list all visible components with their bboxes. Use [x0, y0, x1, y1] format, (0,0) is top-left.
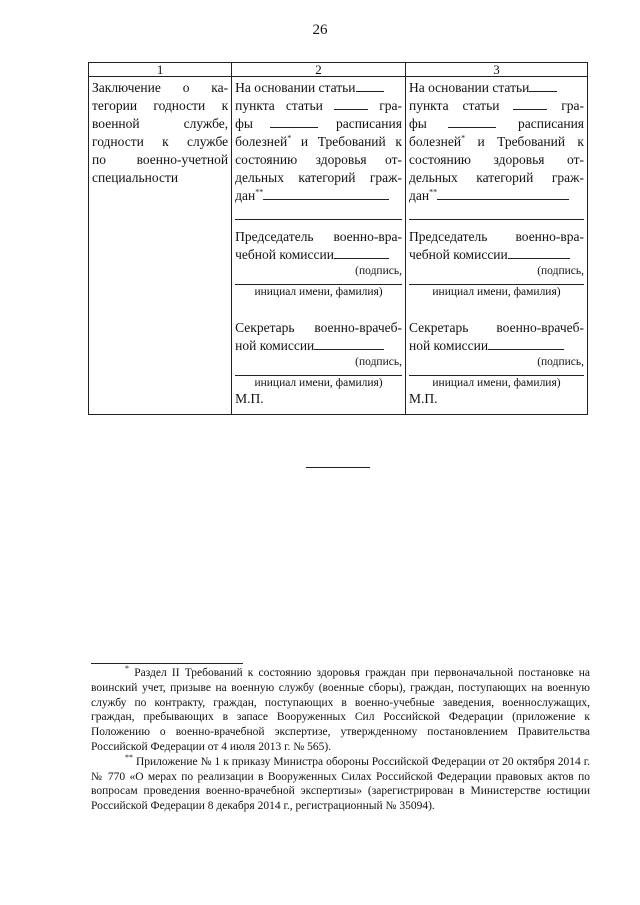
conclusion-label-cell	[89, 77, 232, 415]
basis-line: состоянию здоровья от-	[408, 152, 584, 167]
stamp-label: М.П.	[408, 391, 438, 406]
article-blank[interactable]	[529, 79, 557, 92]
paragraph-blank[interactable]	[334, 97, 368, 110]
column-blank[interactable]	[448, 115, 496, 128]
chairman-title: Председатель военно-вра-	[408, 229, 584, 244]
basis-line: На основании статьи	[235, 79, 402, 97]
conclusion-label-line: по военно-учетной	[92, 152, 229, 167]
secretary-name-blank[interactable]	[409, 369, 584, 376]
table-header-row	[89, 63, 588, 77]
basis-line: фы расписания	[408, 116, 585, 131]
basis-line: пункта статьи гра-	[408, 98, 584, 113]
page-number: 26	[312, 22, 328, 38]
initials-caption: инициал имени, фамилия)	[254, 286, 383, 298]
initials-caption: инициал имени, фамилия)	[254, 377, 383, 389]
column-header-2: 2	[232, 63, 406, 77]
conclusion-label-line: тегории годности к	[92, 98, 229, 113]
conclusion-label-line: специальности	[92, 170, 179, 185]
chairman-signature-blank[interactable]	[334, 246, 389, 259]
basis-line: дельных категорий граж-	[235, 170, 402, 185]
conclusion-blank-line[interactable]	[235, 205, 402, 220]
conclusion-blank[interactable]	[437, 187, 569, 200]
signature-caption: (подпись,	[355, 356, 402, 368]
secretary-title: Секретарь военно-врачеб-	[408, 320, 584, 335]
chairman-title: Председатель военно-вра-	[235, 229, 402, 244]
chairman-line: чебной комиссии	[235, 246, 402, 264]
footnote-1: * Раздел II Требований к состоянию здоровья граждан при первоначальной постановке на воинский учет, призыве на военную службу (военные сборы), граждан, поступающих на военную службу по контракту, граждан, поступающих в военно-учебные заведения, военнослужащих, граждан, пребывающих в запасе Вооруженных Сил Российской Федерации (приложение к Положению о военно-врачебной экспертизе, утвержденному постановлением Правительства Российской Федерации от 4 июля 2013 г. № 565).	[91, 664, 591, 753]
initials-caption: инициал имени, фамилия)	[432, 377, 561, 389]
secretary-title: Секретарь военно-врачеб-	[235, 320, 402, 335]
footnote-mark: **	[255, 187, 264, 197]
signature-caption: (подпись,	[537, 265, 584, 277]
secretary-name-blank[interactable]	[235, 369, 402, 376]
commission-column-2	[232, 77, 406, 415]
paragraph-blank[interactable]	[513, 97, 547, 110]
signature-caption: (подпись,	[537, 356, 584, 368]
footnote-mark: *	[461, 133, 466, 143]
initials-caption: инициал имени, фамилия)	[432, 286, 561, 298]
secretary-signature-blank[interactable]	[488, 337, 564, 350]
basis-line: дан**	[409, 187, 584, 205]
stamp-label: М.П.	[235, 391, 264, 406]
conclusion-label-line: годности к службе	[92, 134, 229, 149]
secretary-line: ной комиссии	[235, 337, 402, 355]
footnote-separator	[91, 663, 243, 664]
conclusion-label-line: Заключение о ка-	[92, 80, 229, 95]
column-header-3: 3	[405, 63, 587, 77]
basis-line: На основании статьи	[409, 79, 584, 97]
basis-line: болезней* и Требований к	[235, 133, 402, 149]
footnote-mark: **	[429, 187, 438, 197]
secretary-line: ной комиссии	[409, 337, 584, 355]
section-divider	[306, 467, 370, 468]
basis-line: пункта статьи гра-	[235, 98, 402, 113]
column-header-1: 1	[89, 63, 232, 77]
conclusion-label-line: военной службе,	[92, 116, 229, 131]
footnotes	[91, 666, 590, 814]
article-blank[interactable]	[356, 79, 384, 92]
footnote-2: ** Приложение № 1 к приказу Министра обороны Российской Федерации от 20 октября 2014 г. № 770 «О мерах по реализации в Вооруженных Силах Российской Федерации правовых актов по вопросам проведения военно-врачебной экспертизы» (зарегистрирован в Министерстве юстиции Российской Федерации 8 декабря 2014 г., регистрационный № 35094).	[91, 752, 590, 813]
footnote-mark: *	[287, 133, 292, 143]
chairman-signature-blank[interactable]	[508, 246, 570, 259]
footnote-mark: **	[125, 752, 133, 762]
column-blank[interactable]	[270, 115, 318, 128]
commission-column-3	[405, 77, 587, 415]
signature-caption: (подпись,	[355, 265, 402, 277]
table-body-row	[89, 77, 588, 415]
basis-line: дельных категорий граж-	[408, 170, 584, 185]
basis-line: болезней* и Требований к	[408, 133, 584, 149]
basis-line: состоянию здоровья от-	[235, 152, 402, 167]
conclusion-blank-line[interactable]	[409, 205, 584, 220]
basis-line: дан**	[235, 187, 402, 205]
secretary-signature-blank[interactable]	[314, 337, 384, 350]
chairman-name-blank[interactable]	[409, 278, 584, 285]
chairman-line: чебной комиссии	[409, 246, 584, 264]
footnote-mark: *	[125, 664, 129, 674]
basis-line: фы расписания	[235, 116, 402, 131]
conclusion-table	[88, 62, 588, 415]
conclusion-blank[interactable]	[263, 187, 389, 200]
chairman-name-blank[interactable]	[235, 278, 402, 285]
